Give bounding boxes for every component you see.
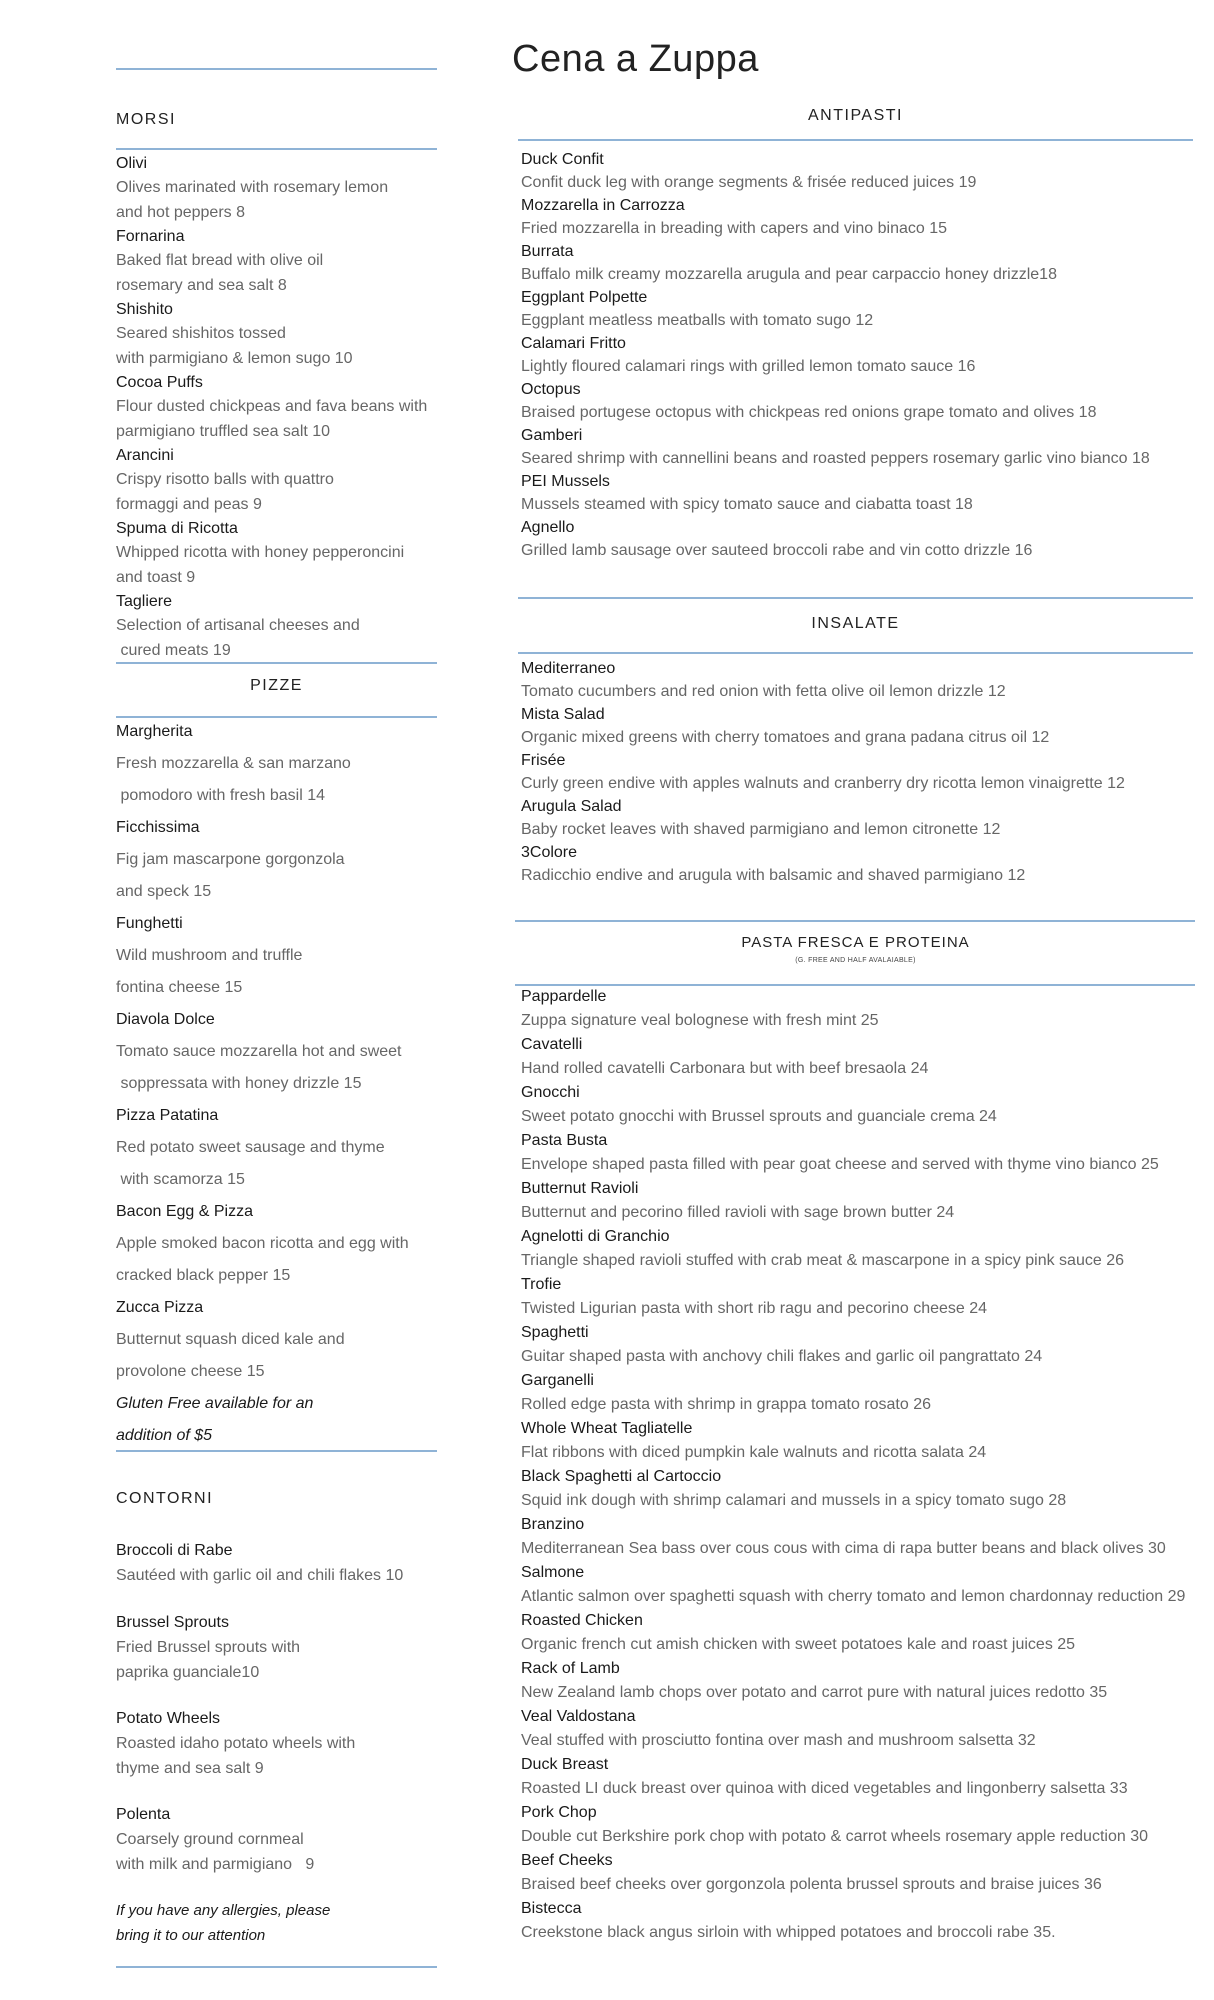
item-description: Zuppa signature veal bolognese with fresh mint 25 xyxy=(521,1012,879,1029)
list-item xyxy=(521,470,1201,516)
item-description: New Zealand lamb chops over potato and carrot pure with natural juices redotto 35 xyxy=(521,1684,1108,1701)
item-description: Butternut and pecorino filled ravioli with sage brown butter 24 xyxy=(521,1204,955,1221)
item-name: Pasta Busta xyxy=(521,1132,608,1149)
item-description: pomodoro with fresh basil 14 xyxy=(116,787,325,804)
list-item xyxy=(521,1369,1211,1417)
note-line: bring it to our attention xyxy=(116,1927,266,1944)
item-description: and speck 15 xyxy=(116,883,212,900)
list-item xyxy=(116,371,446,444)
list-item xyxy=(521,1273,1211,1321)
list-item xyxy=(116,1004,446,1100)
item-description: Double cut Berkshire pork chop with potato & carrot wheels rosemary apple reduction 30 xyxy=(521,1828,1148,1845)
list-item xyxy=(521,378,1201,424)
list-item xyxy=(116,444,446,517)
item-name: Bacon Egg & Pizza xyxy=(116,1203,253,1220)
item-description: Fried Brussel sprouts with xyxy=(116,1639,301,1656)
list-item xyxy=(521,1753,1211,1801)
list-item xyxy=(521,657,1201,703)
item-description: formaggi and peas 9 xyxy=(116,496,262,513)
item-name: Roasted Chicken xyxy=(521,1612,643,1629)
list-item xyxy=(116,812,446,908)
item-description: and hot peppers 8 xyxy=(116,204,245,221)
item-description: Apple smoked bacon ricotta and egg with xyxy=(116,1235,409,1252)
item-name: Pappardelle xyxy=(521,988,607,1005)
list-item xyxy=(521,1129,1211,1177)
pasta-subnote: (G. FREE AND HALF AVALAIABLE) xyxy=(795,957,916,964)
list-item xyxy=(521,240,1201,286)
item-name: 3Colore xyxy=(521,844,578,861)
item-description: Curly green endive with apples walnuts and cranberry dry ricotta lemon vinaigrette 12 xyxy=(521,775,1125,792)
item-name: Potato Wheels xyxy=(116,1710,221,1727)
divider xyxy=(515,920,1195,922)
item-name: Gamberi xyxy=(521,427,583,444)
item-name: Cocoa Puffs xyxy=(116,374,203,391)
list-item xyxy=(521,703,1201,749)
gluten-free-note xyxy=(116,1388,446,1452)
divider xyxy=(518,652,1193,654)
note-line: addition of $5 xyxy=(116,1427,213,1444)
item-description: with parmigiano & lemon sugo 10 xyxy=(116,350,353,367)
list-item xyxy=(521,841,1201,887)
item-name: Zucca Pizza xyxy=(116,1299,204,1316)
item-description: Olives marinated with rosemary lemon xyxy=(116,179,389,196)
item-name: Burrata xyxy=(521,243,574,260)
section-heading-contorni: CONTORNI xyxy=(116,1490,214,1507)
list-item xyxy=(116,908,446,1004)
divider xyxy=(116,1450,437,1452)
item-description: Baby rocket leaves with shaved parmigiano and lemon citronette 12 xyxy=(521,821,1001,838)
item-name: Duck Confit xyxy=(521,151,604,168)
item-name: PEI Mussels xyxy=(521,473,610,490)
item-name: Brussel Sprouts xyxy=(116,1614,229,1631)
item-name: Mediterraneo xyxy=(521,660,616,677)
list-item xyxy=(116,1802,446,1898)
list-item xyxy=(521,795,1201,841)
list-item xyxy=(116,517,446,590)
list-item xyxy=(521,1321,1211,1369)
item-name: Mista Salad xyxy=(521,706,605,723)
allergy-note xyxy=(116,1898,446,1948)
list-item xyxy=(116,152,446,225)
list-item xyxy=(116,1538,446,1610)
item-description: Envelope shaped pasta filled with pear goat cheese and served with thyme vino bianco 25 xyxy=(521,1156,1159,1173)
item-name: Margherita xyxy=(116,723,193,740)
section-heading-insalate: INSALATE xyxy=(811,615,900,632)
section-heading-pasta: PASTA FRESCA E PROTEINA xyxy=(741,934,970,951)
divider xyxy=(116,68,437,70)
item-description: thyme and sea salt 9 xyxy=(116,1760,264,1777)
item-description: Flour dusted chickpeas and fava beans with xyxy=(116,398,428,415)
item-name: Veal Valdostana xyxy=(521,1708,636,1725)
item-description: Organic french cut amish chicken with sweet potatoes kale and roast juices 25 xyxy=(521,1636,1076,1653)
list-item xyxy=(521,148,1201,194)
item-description: Sautéed with garlic oil and chili flakes 10 xyxy=(116,1567,404,1584)
list-item xyxy=(116,1196,446,1292)
item-description: Twisted Ligurian pasta with short rib ragu and pecorino cheese 24 xyxy=(521,1300,988,1317)
item-description: Braised portugese octopus with chickpeas red onions grape tomato and olives 18 xyxy=(521,404,1097,421)
list-item xyxy=(116,1706,446,1802)
list-item xyxy=(521,985,1211,1033)
section-heading-antipasti: ANTIPASTI xyxy=(808,107,903,124)
item-description: soppressata with honey drizzle 15 xyxy=(116,1075,362,1092)
item-description: Eggplant meatless meatballs with tomato sugo 12 xyxy=(521,312,874,329)
item-description: with milk and parmigiano 9 xyxy=(116,1856,315,1873)
item-description: Baked flat bread with olive oil xyxy=(116,252,324,269)
item-name: Frisée xyxy=(521,752,566,769)
contorni-list xyxy=(116,1538,446,1948)
item-name: Duck Breast xyxy=(521,1756,609,1773)
item-name: Beef Cheeks xyxy=(521,1852,613,1869)
item-description: Selection of artisanal cheeses and xyxy=(116,617,360,634)
divider xyxy=(116,1966,437,1968)
item-name: Butternut Ravioli xyxy=(521,1180,639,1197)
section-heading-morsi: MORSI xyxy=(116,111,176,128)
list-item xyxy=(116,1100,446,1196)
item-description: Rolled edge pasta with shrimp in grappa tomato rosato 26 xyxy=(521,1396,932,1413)
item-description: Veal stuffed with prosciutto fontina over mash and mushroom salsetta 32 xyxy=(521,1732,1036,1749)
list-item xyxy=(521,424,1201,470)
list-item xyxy=(116,1610,446,1706)
item-description: Whipped ricotta with honey pepperoncini xyxy=(116,544,405,561)
item-name: Spuma di Ricotta xyxy=(116,520,238,537)
list-item xyxy=(116,1292,446,1388)
item-description: Lightly floured calamari rings with grilled lemon tomato sauce 16 xyxy=(521,358,976,375)
item-description: provolone cheese 15 xyxy=(116,1363,265,1380)
list-item xyxy=(116,590,446,663)
insalate-list xyxy=(521,657,1201,887)
item-name: Pizza Patatina xyxy=(116,1107,219,1124)
item-description: Radicchio endive and arugula with balsamic and shaved parmigiano 12 xyxy=(521,867,1026,884)
item-name: Funghetti xyxy=(116,915,183,932)
list-item xyxy=(521,1705,1211,1753)
item-description: Roasted idaho potato wheels with xyxy=(116,1735,356,1752)
item-description: Squid ink dough with shrimp calamari and mussels in a spicy tomato sugo 28 xyxy=(521,1492,1067,1509)
menu-title: Cena a Zuppa xyxy=(512,38,759,80)
item-name: Salmone xyxy=(521,1564,585,1581)
list-item xyxy=(521,1225,1211,1273)
item-description: Braised beef cheeks over gorgonzola polenta brussel sprouts and braise juices 36 xyxy=(521,1876,1102,1893)
list-item xyxy=(116,716,446,812)
item-name: Spaghetti xyxy=(521,1324,589,1341)
item-name: Tagliere xyxy=(116,593,173,610)
item-description: rosemary and sea salt 8 xyxy=(116,277,287,294)
item-description: Fried mozzarella in breading with capers and vino binaco 15 xyxy=(521,220,948,237)
item-name: Polenta xyxy=(116,1806,171,1823)
item-name: Diavola Dolce xyxy=(116,1011,215,1028)
list-item xyxy=(116,298,446,371)
list-item xyxy=(521,1801,1211,1849)
item-name: Agnelotti di Granchio xyxy=(521,1228,670,1245)
list-item xyxy=(521,286,1201,332)
item-description: parmigiano truffled sea salt 10 xyxy=(116,423,331,440)
item-description: Triangle shaped ravioli stuffed with crab meat & mascarpone in a spicy pink sauce 26 xyxy=(521,1252,1124,1269)
item-description: with scamorza 15 xyxy=(116,1171,245,1188)
item-description: Seared shishitos tossed xyxy=(116,325,286,342)
section-heading-pizze: PIZZE xyxy=(250,677,303,694)
item-description: Guitar shaped pasta with anchovy chili flakes and garlic oil pangrattato 24 xyxy=(521,1348,1043,1365)
item-name: Bistecca xyxy=(521,1900,582,1917)
item-name: Arancini xyxy=(116,447,174,464)
item-description: cracked black pepper 15 xyxy=(116,1267,291,1284)
list-item xyxy=(116,225,446,298)
item-description: Tomato cucumbers and red onion with fetta olive oil lemon drizzle 12 xyxy=(521,683,1006,700)
item-name: Garganelli xyxy=(521,1372,594,1389)
item-name: Octopus xyxy=(521,381,581,398)
item-name: Agnello xyxy=(521,519,575,536)
item-description: Grilled lamb sausage over sauteed broccoli rabe and vin cotto drizzle 16 xyxy=(521,542,1033,559)
item-description: Coarsely ground cornmeal xyxy=(116,1831,304,1848)
item-name: Calamari Fritto xyxy=(521,335,626,352)
item-description: Confit duck leg with orange segments & frisée reduced juices 19 xyxy=(521,174,977,191)
item-name: Black Spaghetti al Cartoccio xyxy=(521,1468,722,1485)
antipasti-list xyxy=(521,148,1201,562)
item-name: Pork Chop xyxy=(521,1804,597,1821)
item-description: Seared shrimp with cannellini beans and roasted peppers rosemary garlic vino bianco 18 xyxy=(521,450,1150,467)
note-line: If you have any allergies, please xyxy=(116,1902,331,1919)
item-name: Mozzarella in Carrozza xyxy=(521,197,685,214)
item-description: Tomato sauce mozzarella hot and sweet xyxy=(116,1043,402,1060)
item-description: Crispy risotto balls with quattro xyxy=(116,471,334,488)
item-name: Branzino xyxy=(521,1516,585,1533)
item-name: Ficchissima xyxy=(116,819,200,836)
item-description: Atlantic salmon over spaghetti squash with cherry tomato and lemon chardonnay reduction 29 xyxy=(521,1588,1186,1605)
list-item xyxy=(521,1897,1211,1945)
note-line: Gluten Free available for an xyxy=(116,1395,314,1412)
item-name: Fornarina xyxy=(116,228,185,245)
item-name: Whole Wheat Tagliatelle xyxy=(521,1420,693,1437)
list-item xyxy=(521,1033,1211,1081)
item-description: Red potato sweet sausage and thyme xyxy=(116,1139,385,1156)
list-item xyxy=(521,1081,1211,1129)
item-description: cured meats 19 xyxy=(116,642,231,659)
list-item xyxy=(521,1465,1211,1513)
list-item xyxy=(521,194,1201,240)
list-item xyxy=(521,1849,1211,1897)
item-name: Arugula Salad xyxy=(521,798,622,815)
list-item xyxy=(521,516,1201,562)
item-description: and toast 9 xyxy=(116,569,196,586)
list-item xyxy=(521,1561,1211,1609)
item-description: Mussels steamed with spicy tomato sauce and ciabatta toast 18 xyxy=(521,496,973,513)
item-description: Wild mushroom and truffle xyxy=(116,947,303,964)
list-item xyxy=(521,1513,1211,1561)
item-description: Butternut squash diced kale and xyxy=(116,1331,345,1348)
divider xyxy=(518,597,1193,599)
item-description: Buffalo milk creamy mozzarella arugula and pear carpaccio honey drizzle18 xyxy=(521,266,1057,283)
item-name: Rack of Lamb xyxy=(521,1660,620,1677)
list-item xyxy=(521,1657,1211,1705)
item-name: Eggplant Polpette xyxy=(521,289,648,306)
item-name: Shishito xyxy=(116,301,173,318)
item-name: Broccoli di Rabe xyxy=(116,1542,233,1559)
divider xyxy=(116,148,437,150)
morsi-list xyxy=(116,152,446,663)
item-description: Hand rolled cavatelli Carbonara but with beef bresaola 24 xyxy=(521,1060,929,1077)
pasta-list xyxy=(521,985,1211,1945)
item-description: Sweet potato gnocchi with Brussel sprouts and guanciale crema 24 xyxy=(521,1108,997,1125)
item-name: Olivi xyxy=(116,155,148,172)
divider xyxy=(116,662,437,664)
item-description: Creekstone black angus sirloin with whipped potatoes and broccoli rabe 35. xyxy=(521,1924,1056,1941)
item-description: Roasted LI duck breast over quinoa with diced vegetables and lingonberry salsetta 33 xyxy=(521,1780,1128,1797)
item-name: Trofie xyxy=(521,1276,562,1293)
list-item xyxy=(521,1177,1211,1225)
item-description: Fig jam mascarpone gorgonzola xyxy=(116,851,345,868)
list-item xyxy=(521,1417,1211,1465)
item-description: fontina cheese 15 xyxy=(116,979,243,996)
item-description: Fresh mozzarella & san marzano xyxy=(116,755,351,772)
list-item xyxy=(521,1609,1211,1657)
item-description: paprika guanciale10 xyxy=(116,1664,260,1681)
list-item xyxy=(521,332,1201,378)
list-item xyxy=(521,749,1201,795)
item-name: Gnocchi xyxy=(521,1084,580,1101)
divider xyxy=(518,139,1193,141)
item-description: Mediterranean Sea bass over cous cous with cima di rapa butter beans and black olives 30 xyxy=(521,1540,1166,1557)
item-name: Cavatelli xyxy=(521,1036,583,1053)
item-description: Flat ribbons with diced pumpkin kale walnuts and ricotta salata 24 xyxy=(521,1444,987,1461)
pizze-list xyxy=(116,716,446,1452)
item-description: Organic mixed greens with cherry tomatoes and grana padana citrus oil 12 xyxy=(521,729,1050,746)
